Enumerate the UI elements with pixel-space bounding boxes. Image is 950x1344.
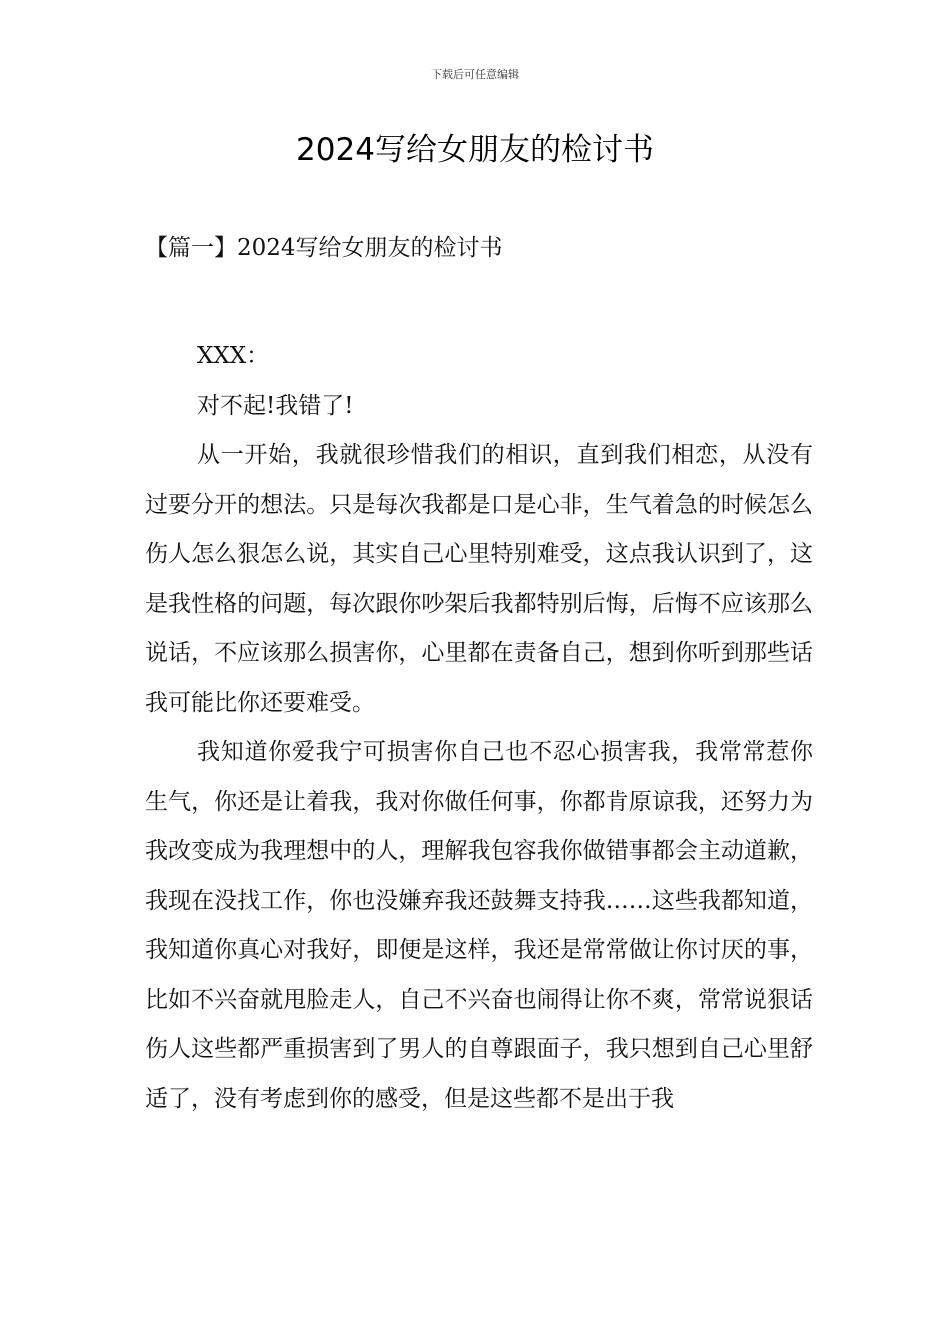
body-text [145,332,813,1124]
salutation: XXX： [197,343,270,369]
paragraph: 从一开始，我就很珍惜我们的相识，直到我们相恋，从没有过要分开的想法。只是每次我都是口是心非，生气着急的时候怎么伤人怎么狠怎么说，其实自己心里特别难受，这点我认识到了，这是我性格的问题，每次跟你吵架后我都特别后悔，后悔不应该那么说话，不应该那么损害你，心里都在责备自己，想到你听到那些话我可能比你还要难受。 [145,442,813,716]
paragraph: 我知道你爱我宁可损害你自己也不忍心损害我，我常常惹你生气，你还是让着我，我对你做任何事，你都肯原谅我，还努力为我改变成为我理想中的人，理解我包容我你做错事都会主动道歉，我现在没找工作，你也没嫌弃我还鼓舞支持我……这些我都知道，我知道你真心对我好，即便是这样，我还是常常做让你讨厌的事，比如不兴奋就甩脸走人，自己不兴奋也闹得让你不爽，常常说狠话伤人这些都严重损害到了男人的自尊跟面子，我只想到自己心里舒适了，没有考虑到你的感受，但是这些都不是出于我 [145,739,813,1112]
paragraph: 对不起!我错了! [197,392,354,419]
header-note: 下载后可任意编辑 [431,68,519,81]
section-heading: 【篇一】2024写给女朋友的检讨书 [145,235,503,261]
document-title: 2024写给女朋友的检讨书 [296,132,654,168]
